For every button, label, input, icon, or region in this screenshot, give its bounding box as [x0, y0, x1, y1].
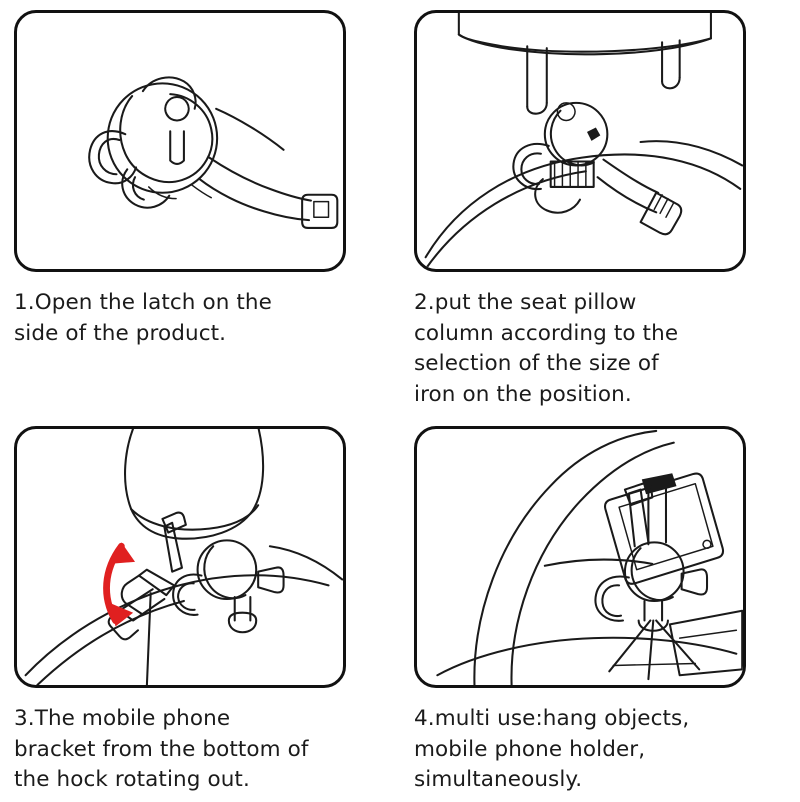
step-2-cell	[400, 0, 800, 416]
step-3-cell	[0, 416, 400, 802]
step-1-cell	[0, 0, 400, 416]
step-1-caption: 1.Open the latch on the side of the product.	[14, 290, 272, 346]
phone-mounted-on-headrest-illustration	[417, 429, 743, 685]
step-4-caption: 4.multi use:hang objects, mobile phone holder, simultaneously.	[414, 706, 690, 793]
step-4-panel	[414, 426, 746, 688]
step-3-panel	[14, 426, 346, 688]
step-4-cell	[400, 416, 800, 802]
hook-with-open-latch-illustration	[17, 13, 343, 269]
step-2-caption: 2.put the seat pillow column according to the selection of the size of iron on the position.	[414, 290, 679, 407]
step-1-panel	[14, 10, 346, 272]
hook-mounted-on-headrest-posts-illustration	[417, 13, 743, 269]
step-2-panel	[414, 10, 746, 272]
phone-bracket-rotating-out-illustration	[17, 429, 343, 685]
step-3-caption: 3.The mobile phone bracket from the bottom of the hock rotating out.	[14, 706, 309, 793]
